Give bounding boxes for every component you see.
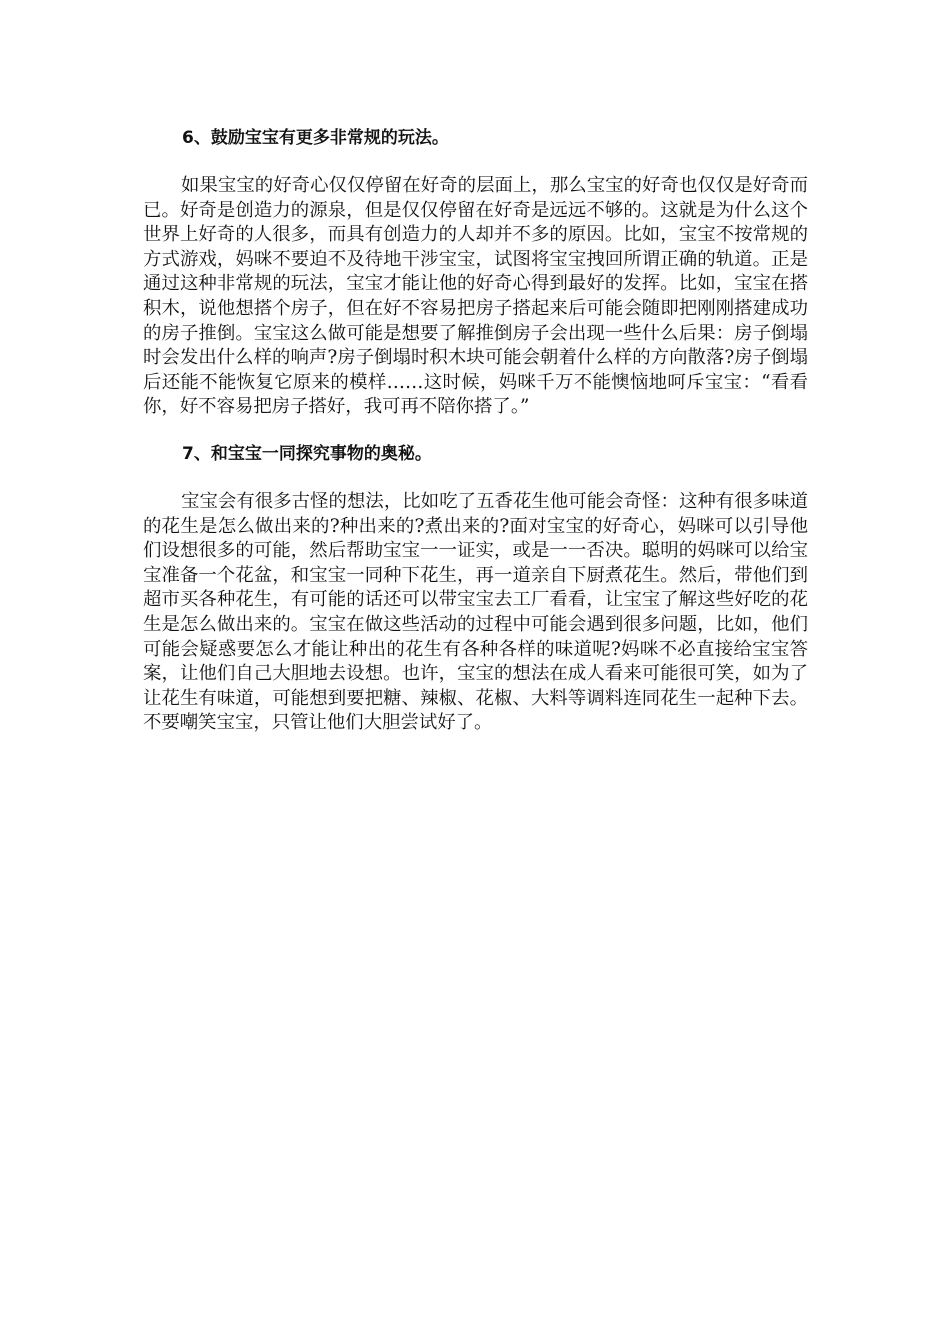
section-7-paragraph: 宝宝会有很多古怪的想法，比如吃了五香花生他可能会奇怪：这种有很多味道的花生是怎么做出来的?种出来的?煮出来的?面对宝宝的好奇心，妈咪可以引导他们设想很多的可能，然后帮助宝宝一一证实，或是一一否决。聪明的妈咪可以给宝宝准备一个花盆，和宝宝一同种下花生，再一道亲自下厨煮花生。然后，带他们到超市买各种花生，有可能的话还可以带宝宝去工厂看看，让宝宝了解这些好吃的花生是怎么做出来的。宝宝在做这些活动的过程中可能会遇到很多问题，比如，他们可能会疑惑要怎么才能让种出的花生有各种各样的味道呢?妈咪不必直接给宝宝答案，让他们自己大胆地去设想。也许，宝宝的想法在成人看来可能很可笑，如为了让花生有味道，可能想到要把糖、辣椒、花椒、大料等调料连同花生一起种下去。不要嘲笑宝宝，只管让他们大胆尝试好了。 [143,490,808,734]
document-body [143,116,808,758]
section-6-paragraph: 如果宝宝的好奇心仅仅停留在好奇的层面上，那么宝宝的好奇也仅仅是好奇而已。好奇是创造力的源泉，但是仅仅停留在好奇是远远不够的。这就是为什么这个世界上好奇的人很多，而具有创造力的人却并不多的原因。比如，宝宝不按常规的方式游戏，妈咪不要迫不及待地干涉宝宝，试图将宝宝拽回所谓正确的轨道。正是通过这种非常规的玩法，宝宝才能让他的好奇心得到最好的发挥。比如，宝宝在搭积木，说他想搭个房子，但在好不容易把房子搭起来后可能会随即把刚刚搭建成功的房子推倒。宝宝这么做可能是想要了解推倒房子会出现一些什么后果：房子倒塌时会发出什么样的响声?房子倒塌时积木块可能会朝着什么样的方向散落?房子倒塌后还能不能恢复它原来的模样……这时候，妈咪千万不能懊恼地呵斥宝宝：“看看你，好不容易把房子搭好，我可再不陪你搭了。” [143,175,808,418]
section-6-heading: 6、鼓励宝宝有更多非常规的玩法。 [182,128,449,148]
section-7-heading: 7、和宝宝一同探究事物的奥秘。 [182,443,432,464]
